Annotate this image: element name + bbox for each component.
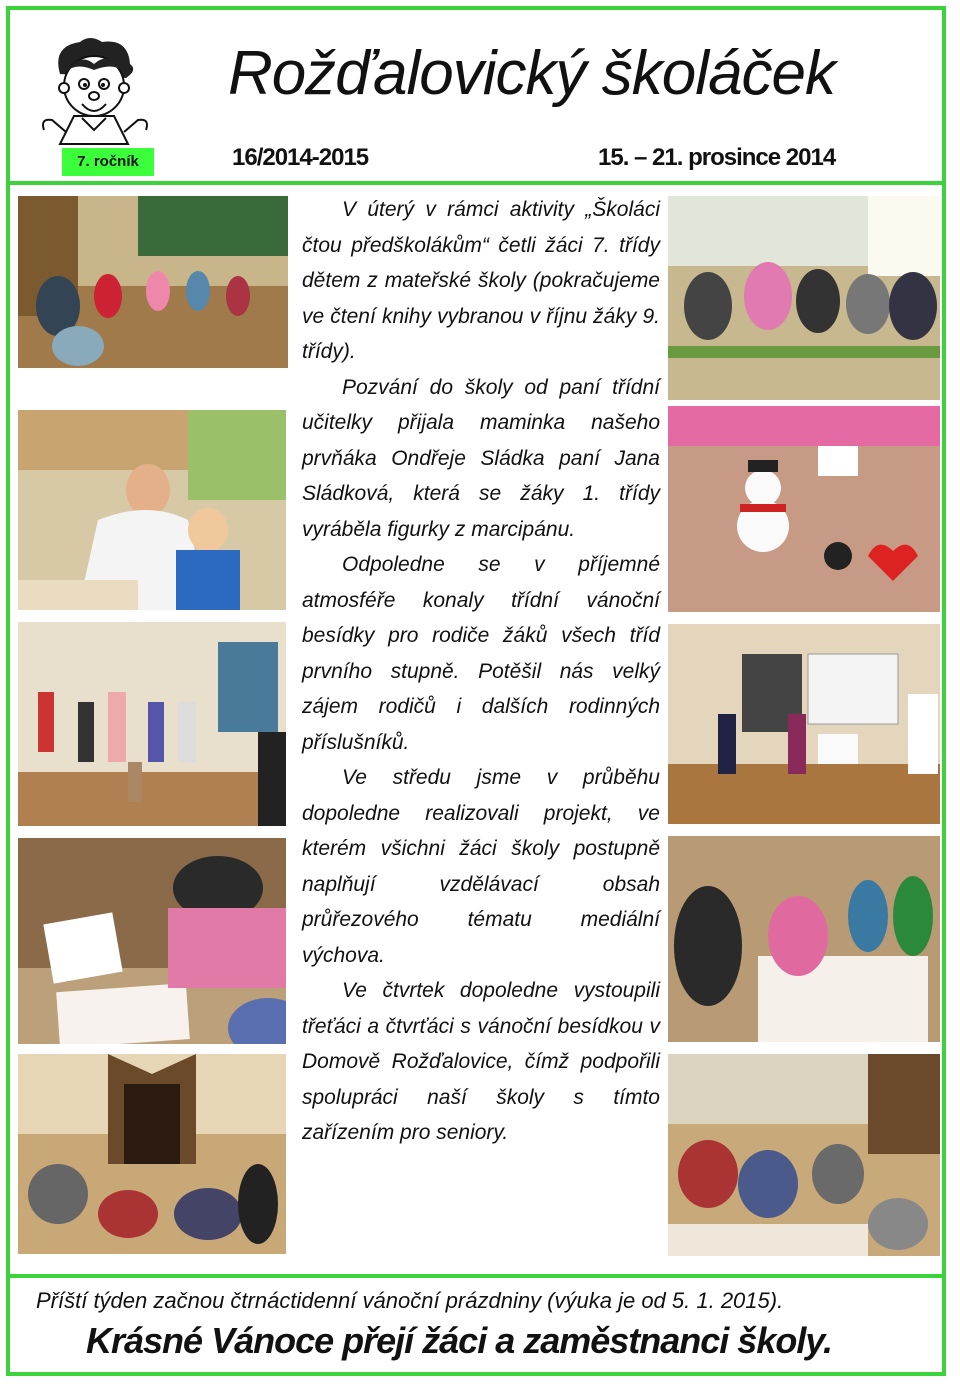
photo-senior-home-right <box>668 1054 940 1256</box>
next-week-notice: Příští týden začnou čtrnáctidenní vánoční prázdniny (výuka je od 5. 1. 2015). <box>36 1288 784 1313</box>
paragraph-marzipan: Pozvání do školy od paní třídní učitelky přijala maminka našeho prvňáka Ondřeje Sládka paní Jana Sládková, která se žáky 1. třídy vyráběla figurky z marcipánu. <box>302 375 660 541</box>
paragraph-thursday: Ve čtvrtek dopoledne vystoupili třeťáci a čtvrťáci s vánoční besídkou v Domově Rožďalovice, čímž podpořili spolupráci naší školy s tímto zařízením pro seniory. <box>302 979 660 1144</box>
photo-school-project <box>668 836 940 1042</box>
header-divider <box>10 181 942 185</box>
photo-marzipan-mother <box>18 410 286 610</box>
paragraph-tuesday: V úterý v rámci aktivity „Školáci čtou předškolákům“ četli žáci 7. třídy dětem z mateřské školy (pokračujeme ve čtení knihy vybranou v říjnu žáky 9. třídy). <box>302 198 660 363</box>
photo-senior-home-left <box>18 1054 286 1254</box>
issue-number: 16/2014-2015 <box>232 144 369 171</box>
footer-divider <box>10 1274 942 1278</box>
photo-christmas-party <box>18 622 286 826</box>
grade-badge: 7. ročník <box>62 148 154 176</box>
christmas-greeting: Krásné Vánoce přejí žáci a zaměstnanci školy. <box>86 1320 833 1361</box>
paragraph-wednesday: Ve středu jsme v průběhu dopoledne realizovali projekt, ve kterém všichni žáci školy postupně naplňují vzdělávací obsah průřezového tématu mediální výchova. <box>302 766 660 967</box>
photo-reading-classroom <box>18 196 288 368</box>
photo-nativity-play <box>668 624 940 824</box>
boy-mascot-icon <box>30 34 160 146</box>
paragraph-afternoon: Odpoledne se v příjemné atmosféře konaly třídní vánoční besídky pro rodiče žáků všech tříd prvního stupně. Potěšil nás velký zájem rodičů i dalších rodinných příslušníků. <box>302 553 660 754</box>
photo-marzipan-figures <box>668 406 940 612</box>
newsletter-title: Rožďalovický školáček <box>228 39 835 108</box>
photo-older-students-reading <box>668 196 940 400</box>
photo-media-project <box>18 838 286 1044</box>
article-text <box>302 192 660 1151</box>
issue-dates: 15. – 21. prosince 2014 <box>598 144 836 171</box>
